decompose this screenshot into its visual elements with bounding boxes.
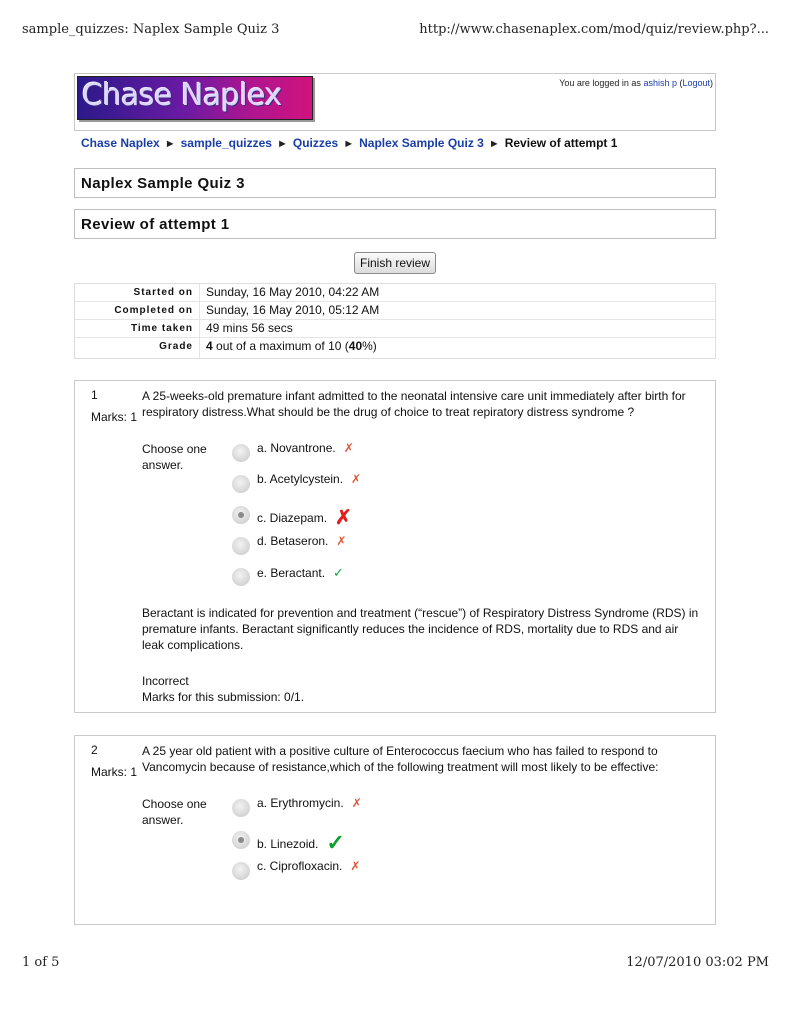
- summary-row-completed: [75, 302, 715, 320]
- breadcrumb-separator: ►: [488, 138, 500, 150]
- option-label: b. Linezoid.: [257, 837, 319, 851]
- question-number: 2: [91, 743, 98, 757]
- option-label: b. Acetylcystein.: [257, 472, 344, 486]
- login-info: You are logged in as ashish p (Logout): [559, 78, 713, 88]
- page-count: 1 of 5: [22, 955, 60, 970]
- check-icon: ✓: [326, 830, 345, 855]
- summary-row-grade: [75, 338, 715, 358]
- check-icon: ✓: [333, 565, 344, 580]
- breadcrumb-separator: ►: [343, 138, 355, 150]
- chase-naplex-logo[interactable]: [77, 76, 313, 120]
- user-profile-link[interactable]: ashish p: [643, 78, 677, 88]
- option-label: a. Erythromycin.: [257, 796, 344, 810]
- question-number: 1: [91, 388, 98, 402]
- login-prefix: You are logged in as: [559, 78, 641, 88]
- logout-link[interactable]: Logout: [682, 78, 710, 88]
- breadcrumb-item-quizzes[interactable]: Quizzes: [292, 136, 339, 150]
- summary-label: Started on: [75, 284, 200, 301]
- grade-mid: out of a maximum of 10 (: [216, 339, 349, 353]
- radio-button[interactable]: [232, 568, 250, 586]
- breadcrumb-separator: ►: [164, 138, 176, 150]
- question-text: A 25 year old patient with a positive culture of Enterococcus faecium who has failed to respond to Vancomycin because of resistance,which of the following treatment will most likely to be effective:: [142, 744, 659, 774]
- question-text: A 25-weeks-old premature infant admitted to the neonatal intensive care unit immediately after birth for respiratory distress.What should be the drug of choice to treat repiratory distress syndrome ?: [142, 389, 686, 419]
- question-score: Marks for this submission: 0/1.: [142, 690, 305, 704]
- print-timestamp: 12/07/2010 03:02 PM: [626, 955, 769, 970]
- cross-icon: ✗: [343, 441, 354, 455]
- print-header-title: sample_quizzes: Naplex Sample Quiz 3: [22, 22, 280, 37]
- radio-button[interactable]: [232, 799, 250, 817]
- review-title: Review of attempt 1: [81, 216, 230, 233]
- summary-value: Sunday, 16 May 2010, 04:22 AM: [206, 285, 380, 299]
- option-label: d. Betaseron.: [257, 534, 329, 548]
- print-header-url: http://www.chasenaplex.com/mod/quiz/review.php?...: [419, 22, 769, 37]
- breadcrumb-item-quiz[interactable]: Naplex Sample Quiz 3: [359, 136, 484, 150]
- print-header: [22, 22, 769, 42]
- summary-row-started: [75, 284, 715, 302]
- quiz-title-box: [74, 168, 716, 198]
- option-label: c. Ciprofloxacin.: [257, 859, 343, 873]
- summary-label: Time taken: [75, 320, 200, 337]
- cross-icon: ✗: [350, 859, 361, 873]
- question-marks: Marks: 1: [91, 410, 138, 424]
- summary-value: Sunday, 16 May 2010, 05:12 AM: [206, 303, 380, 317]
- cross-icon: ✗: [351, 472, 362, 486]
- breadcrumb-separator: ►: [276, 138, 288, 150]
- logo-text: Chase Naplex: [82, 78, 282, 113]
- radio-button[interactable]: [232, 475, 250, 493]
- option-label: e. Beractant.: [257, 566, 326, 580]
- review-title-box: [74, 209, 716, 239]
- summary-row-time: [75, 320, 715, 338]
- quiz-title: Naplex Sample Quiz 3: [81, 175, 245, 192]
- option-label: a. Novantrone.: [257, 441, 336, 455]
- grade-score: 4: [206, 339, 213, 353]
- grade-percent: 40: [348, 339, 363, 353]
- radio-button[interactable]: [232, 444, 250, 462]
- breadcrumb: [81, 136, 617, 150]
- summary-label: Completed on: [75, 302, 200, 319]
- question-marks: Marks: 1: [91, 765, 138, 779]
- summary-label: Grade: [75, 338, 200, 358]
- cross-icon: ✗: [336, 534, 347, 548]
- grade-end: %): [362, 339, 377, 353]
- summary-value: 49 mins 56 secs: [206, 321, 293, 335]
- cross-icon: ✗: [351, 796, 362, 810]
- radio-button[interactable]: [232, 537, 250, 555]
- summary-value-grade: [200, 338, 377, 358]
- question-1: [74, 380, 716, 713]
- question-status: Incorrect: [142, 674, 189, 688]
- radio-button[interactable]: [232, 862, 250, 880]
- site-banner: [74, 73, 716, 131]
- choose-one-label: Choose one answer.: [142, 797, 207, 827]
- cross-icon: ✗: [335, 507, 352, 529]
- finish-review-button[interactable]: Finish review: [354, 252, 436, 274]
- breadcrumb-item-course[interactable]: sample_quizzes: [180, 136, 272, 150]
- answer-feedback: Beractant is indicated for prevention and treatment (“rescue”) of Respiratory Distress Syndrome (RDS) in premature infants. Beractant significantly reduces the incidence of RDS, mortality due to RDS and air leak complications.: [142, 606, 699, 652]
- breadcrumb-item-home[interactable]: Chase Naplex: [81, 136, 160, 150]
- option-label: c. Diazepam.: [257, 511, 328, 525]
- breadcrumb-current: Review of attempt 1: [504, 136, 618, 150]
- radio-button-selected[interactable]: [232, 506, 250, 524]
- choose-one-label: Choose one answer.: [142, 442, 207, 472]
- radio-button-selected[interactable]: [232, 831, 250, 849]
- question-2: [74, 735, 716, 925]
- attempt-summary-table: [74, 283, 716, 359]
